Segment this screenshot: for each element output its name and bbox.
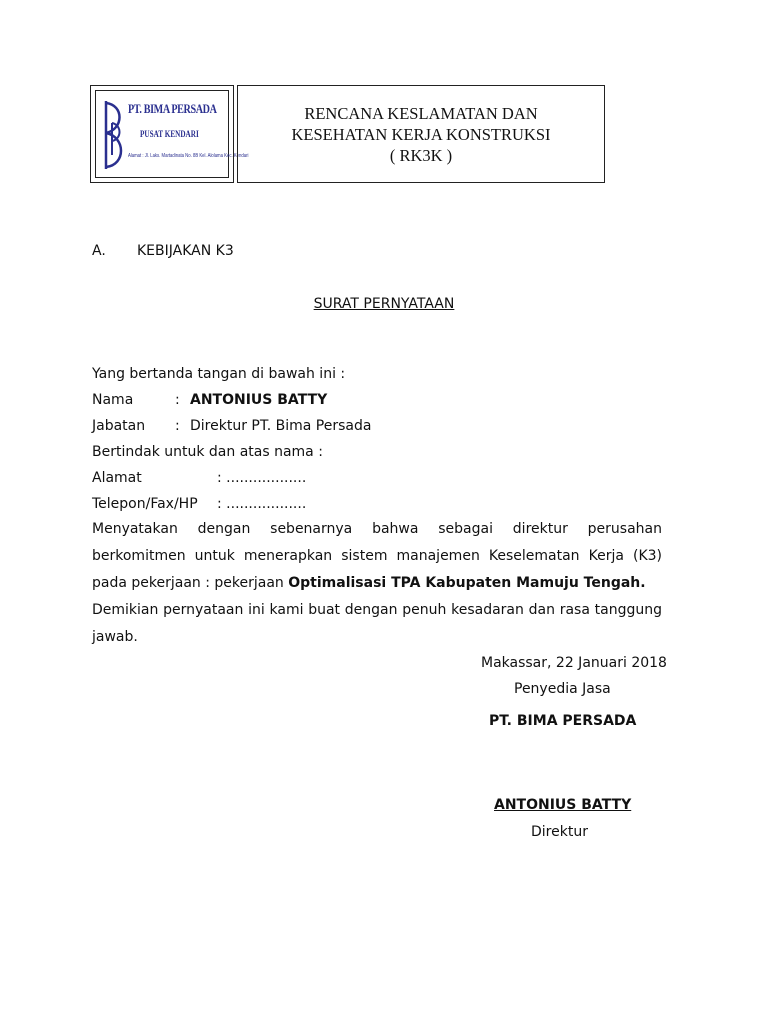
statement-project: Optimalisasi TPA Kabupaten Mamuju Tengah. <box>288 575 646 591</box>
document-title-box <box>237 85 605 183</box>
address-value: : .................. <box>217 470 307 486</box>
company-logo <box>95 90 249 178</box>
bp-monogram-icon <box>100 97 126 173</box>
section-title: KEBIJAKAN K3 <box>137 243 234 259</box>
address-label: Alamat <box>92 470 142 486</box>
phone-value: : .................. <box>217 496 307 512</box>
section-letter: A. <box>92 243 106 259</box>
statement-paragraph <box>92 516 662 597</box>
place-date: Makassar, 22 Januari 2018 <box>481 655 667 671</box>
acting-text: Bertindak untuk dan atas nama : <box>92 444 323 460</box>
intro-text: Yang bertanda tangan di bawah ini : <box>92 366 346 382</box>
statement-text: Menyatakan dengan sebenarnya bahwa sebagai direktur perusahan berkomitmen untuk menerapkan sistem manajemen Keselematan Kerja (K3) pada pekerjaan : pekerjaan <box>92 521 662 591</box>
logo-company-name: PT. BIMA PERSADA <box>128 101 217 116</box>
company-logo-box <box>90 85 249 183</box>
name-label: Nama <box>92 392 134 408</box>
signer-title: Direktur <box>531 824 588 840</box>
signer-name: ANTONIUS BATTY <box>494 797 632 813</box>
logo-branch: PUSAT KENDARI <box>140 129 199 139</box>
signature-role: Penyedia Jasa <box>514 681 611 697</box>
position-value: Direktur PT. Bima Persada <box>190 418 372 434</box>
title-line-1: RENCANA KESLAMATAN DAN <box>304 103 538 123</box>
title-line-2: KESEHATAN KERJA KONSTRUKSI <box>291 124 551 144</box>
phone-label: Telepon/Fax/HP <box>92 496 198 512</box>
closing-paragraph: Demikian pernyataan ini kami buat dengan penuh kesadaran dan rasa tanggung jawab. <box>92 602 662 645</box>
title-line-3: ( RK3K ) <box>389 145 453 165</box>
logo-address: Alamat : Jl. Laks. Martadinata No. 8B Kel. Alolama Kec. Kendari <box>128 153 249 159</box>
signature-company: PT. BIMA PERSADA <box>489 713 637 729</box>
name-separator: : <box>175 392 180 408</box>
letter-heading: SURAT PERNYATAAN <box>313 296 455 312</box>
position-label: Jabatan <box>92 418 146 434</box>
position-separator: : <box>175 418 180 434</box>
name-value: ANTONIUS BATTY <box>190 392 328 408</box>
